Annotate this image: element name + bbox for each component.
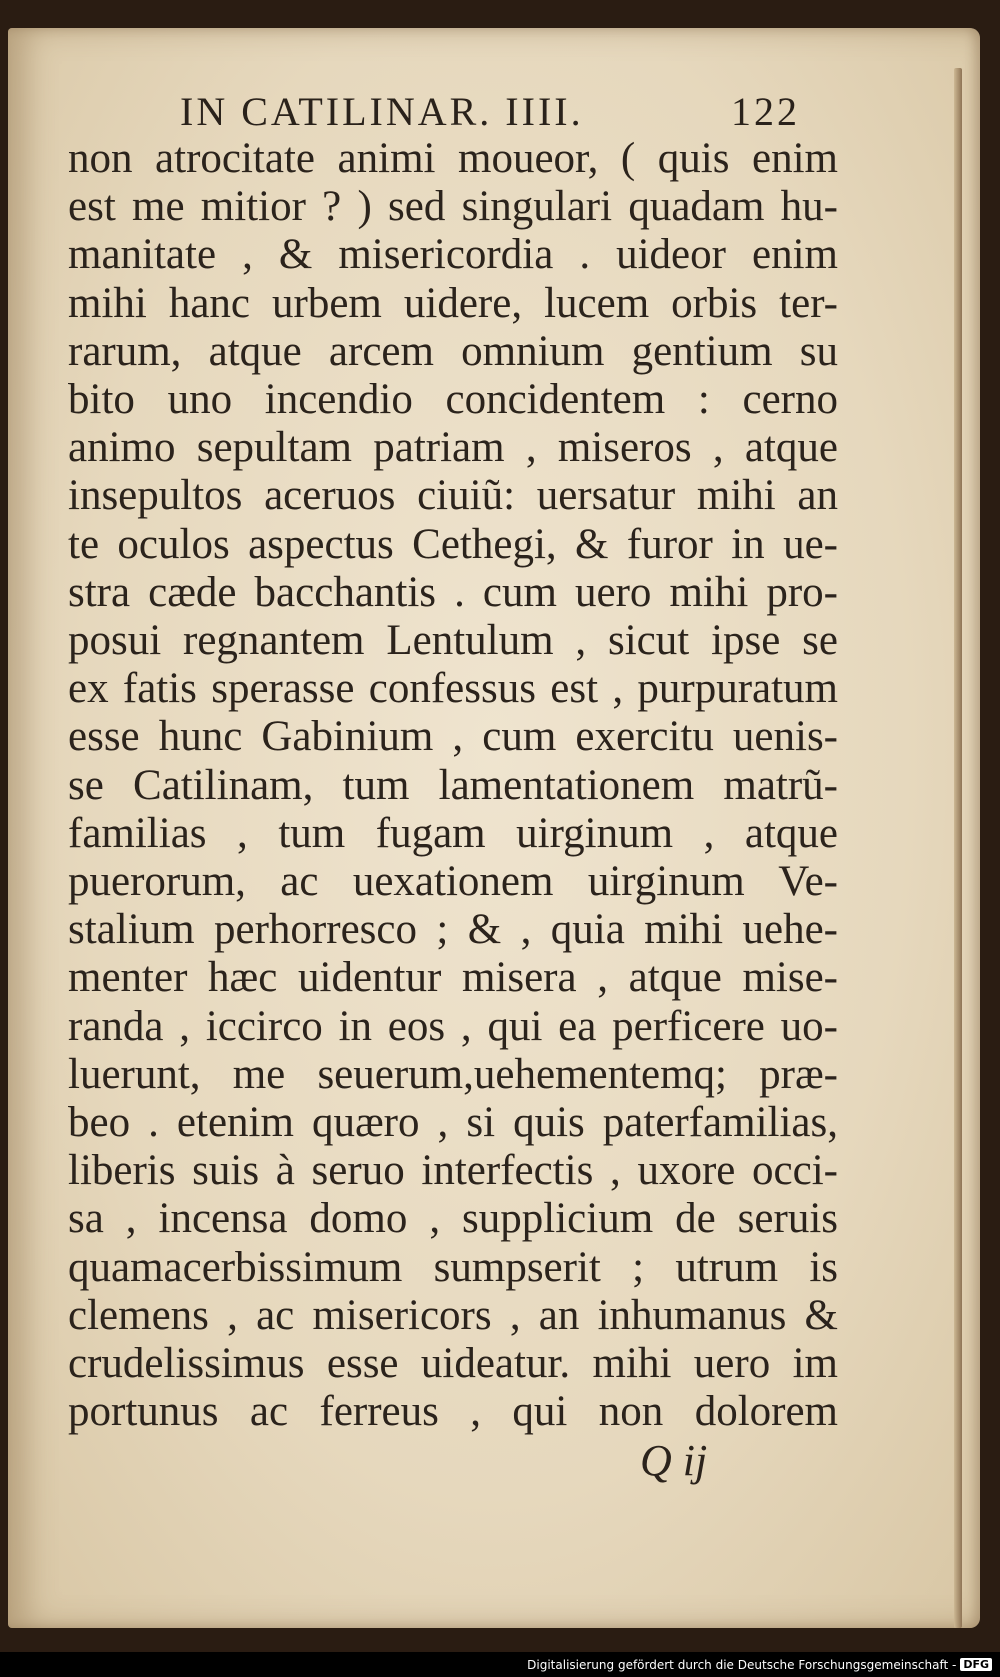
- text-line: rarum, atque arcem omnium gentium su: [68, 327, 838, 375]
- text-line: esse hunc Gabinium , cum exercitu uenis-: [68, 713, 838, 761]
- text-line: luerunt, me seuerum,uehementemq; præ-: [68, 1050, 838, 1098]
- text-line: est me mitior ? ) sed singulari quadam hu-: [68, 183, 838, 231]
- footer-text: Digitalisierung gefördert durch die Deutsche Forschungsgemeinschaft -: [527, 1657, 957, 1672]
- text-line: beo . etenim quæro , si quis paterfamilias,: [68, 1099, 838, 1147]
- text-line: bito uno incendio concidentem : cerno: [68, 376, 838, 424]
- digitization-footer: [0, 1652, 1000, 1677]
- text-line: te oculos aspectus Cethegi, & furor in ue-: [68, 520, 838, 568]
- body-text: [68, 135, 838, 1436]
- text-line: crudelissimus esse uideatur. mihi uero im: [68, 1340, 838, 1388]
- page-edge: [954, 68, 962, 1628]
- text-line: puerorum, ac uexationem uirginum Ve-: [68, 858, 838, 906]
- dfg-logo: DFG: [960, 1658, 992, 1671]
- text-line: randa , iccirco in eos , qui ea perficere uo-: [68, 1002, 838, 1050]
- page-number: 122: [731, 89, 800, 134]
- text-line: menter hæc uidentur misera , atque mise-: [68, 954, 838, 1002]
- text-line: stalium perhorresco ; & , quia mihi uehe-: [68, 906, 838, 954]
- text-line: se Catilinam, tum lamentationem matrũ-: [68, 761, 838, 809]
- text-line: ex fatis sperasse confessus est , purpuratum: [68, 665, 838, 713]
- text-line: insepultos aceruos ciuiũ: uersatur mihi an: [68, 472, 838, 520]
- text-line: familias , tum fugam uirginum , atque: [68, 809, 838, 857]
- text-line: quamacerbissimum sumpserit ; utrum is: [68, 1243, 838, 1291]
- signature-mark: Q ij: [640, 1436, 708, 1485]
- text-line: liberis suis à seruo interfectis , uxore occi-: [68, 1147, 838, 1195]
- running-header: [180, 88, 800, 135]
- text-line: stra cæde bacchantis . cum uero mihi pro-: [68, 568, 838, 616]
- running-title: IN CATILINAR. IIII.: [180, 89, 584, 134]
- text-line: non atrocitate animi moueor, ( quis enim: [68, 135, 838, 182]
- text-line: sa , incensa domo , supplicium de seruis: [68, 1195, 838, 1243]
- text-line: mihi hanc urbem uidere, lucem orbis ter-: [68, 279, 838, 327]
- text-line: portunus ac ferreus , qui non dolorem: [68, 1388, 838, 1436]
- text-line: posui regnantem Lentulum , sicut ipse se: [68, 617, 838, 665]
- text-line: clemens , ac misericors , an inhumanus &: [68, 1291, 838, 1339]
- text-line: animo sepultam patriam , miseros , atque: [68, 424, 838, 472]
- text-line: manitate , & misericordia . uideor enim: [68, 231, 838, 279]
